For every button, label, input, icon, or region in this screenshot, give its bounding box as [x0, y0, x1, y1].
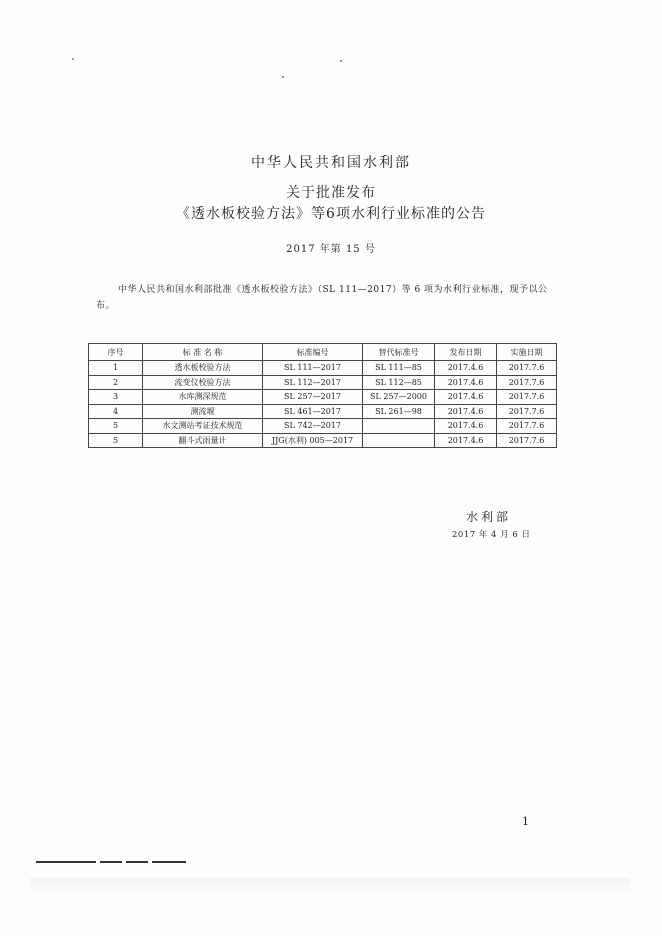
cell-release-date: 2017.4.6: [435, 375, 497, 390]
table-row: [89, 404, 557, 419]
header-serial: 序号: [89, 344, 143, 361]
title-line-1: 关于批准发布: [286, 185, 376, 201]
header-release-date: 发布日期: [435, 344, 497, 361]
signing-organization: 水利部: [466, 510, 512, 524]
cell-effective-date: 2017.7.6: [497, 419, 557, 434]
cell-release-date: 2017.4.6: [435, 419, 497, 434]
footer-rule-segment: [100, 861, 122, 863]
document-number: 2017 年第 15 号: [286, 244, 376, 255]
cell-standard-name: 测流堰: [143, 404, 263, 419]
cell-standard-number: JJG(水利) 005—2017: [263, 433, 363, 448]
cell-replaced-number: SL 257—2000: [363, 390, 435, 405]
cell-release-date: 2017.4.6: [435, 404, 497, 419]
cell-standard-name: 水文测站考证技术规范: [143, 419, 263, 434]
title-line-2: 《透水板校验方法》等6项水利行业标准的公告: [176, 206, 486, 222]
header-replaced-number: 替代标准号: [363, 344, 435, 361]
header-effective-date: 实施日期: [497, 344, 557, 361]
table-row: [89, 419, 557, 434]
cell-serial: 2: [89, 375, 143, 390]
footer-rule-segment: [152, 861, 186, 863]
cell-replaced-number: [363, 433, 435, 448]
footer-rule: [0, 861, 662, 863]
cell-effective-date: 2017.7.6: [497, 361, 557, 376]
cell-replaced-number: SL 111—85: [363, 361, 435, 376]
cell-serial: 4: [89, 404, 143, 419]
cell-effective-date: 2017.7.6: [497, 404, 557, 419]
cell-release-date: 2017.4.6: [435, 361, 497, 376]
scan-speck: [340, 60, 342, 62]
signing-date: 2017 年 4 月 6 日: [452, 530, 531, 540]
standards-table: [88, 343, 557, 448]
page-number: 1: [522, 815, 529, 828]
cell-release-date: 2017.4.6: [435, 390, 497, 405]
table-row: [89, 433, 557, 448]
cell-standard-number: SL 111—2017: [263, 361, 363, 376]
footer-rule-segment: [126, 861, 148, 863]
cell-serial: 1: [89, 361, 143, 376]
table-row: [89, 361, 557, 376]
scan-edge-shadow: [30, 878, 630, 898]
cell-standard-name: 流变仪校验方法: [143, 375, 263, 390]
cell-serial: 5: [89, 419, 143, 434]
cell-standard-number: SL 112—2017: [263, 375, 363, 390]
issuer-heading: 中华人民共和国水利部: [251, 155, 411, 171]
cell-standard-number: SL 742—2017: [263, 419, 363, 434]
header-standard-number: 标准编号: [263, 344, 363, 361]
announcement-paragraph: 中华人民共和国水利部批准《透水板校验方法》（SL 111—2017）等 6 项为水利行业标准，现予以公布。: [96, 285, 548, 311]
header-standard-name: 标 准 名 称: [143, 344, 263, 361]
cell-effective-date: 2017.7.6: [497, 390, 557, 405]
cell-serial: 5: [89, 433, 143, 448]
scan-speck: [72, 58, 74, 60]
cell-standard-name: 透水板校验方法: [143, 361, 263, 376]
table-row: [89, 375, 557, 390]
cell-replaced-number: SL 112—85: [363, 375, 435, 390]
cell-effective-date: 2017.7.6: [497, 433, 557, 448]
cell-release-date: 2017.4.6: [435, 433, 497, 448]
cell-replaced-number: SL 261—98: [363, 404, 435, 419]
cell-standard-number: SL 461—2017: [263, 404, 363, 419]
cell-standard-number: SL 257—2017: [263, 390, 363, 405]
table-row: [89, 390, 557, 405]
cell-standard-name: 水库测深规范: [143, 390, 263, 405]
footer-rule-segment: [36, 861, 96, 863]
cell-serial: 3: [89, 390, 143, 405]
cell-effective-date: 2017.7.6: [497, 375, 557, 390]
cell-standard-name: 翻斗式雨量计: [143, 433, 263, 448]
cell-replaced-number: [363, 419, 435, 434]
table-header-row: [89, 344, 557, 361]
scan-speck: [282, 76, 284, 78]
